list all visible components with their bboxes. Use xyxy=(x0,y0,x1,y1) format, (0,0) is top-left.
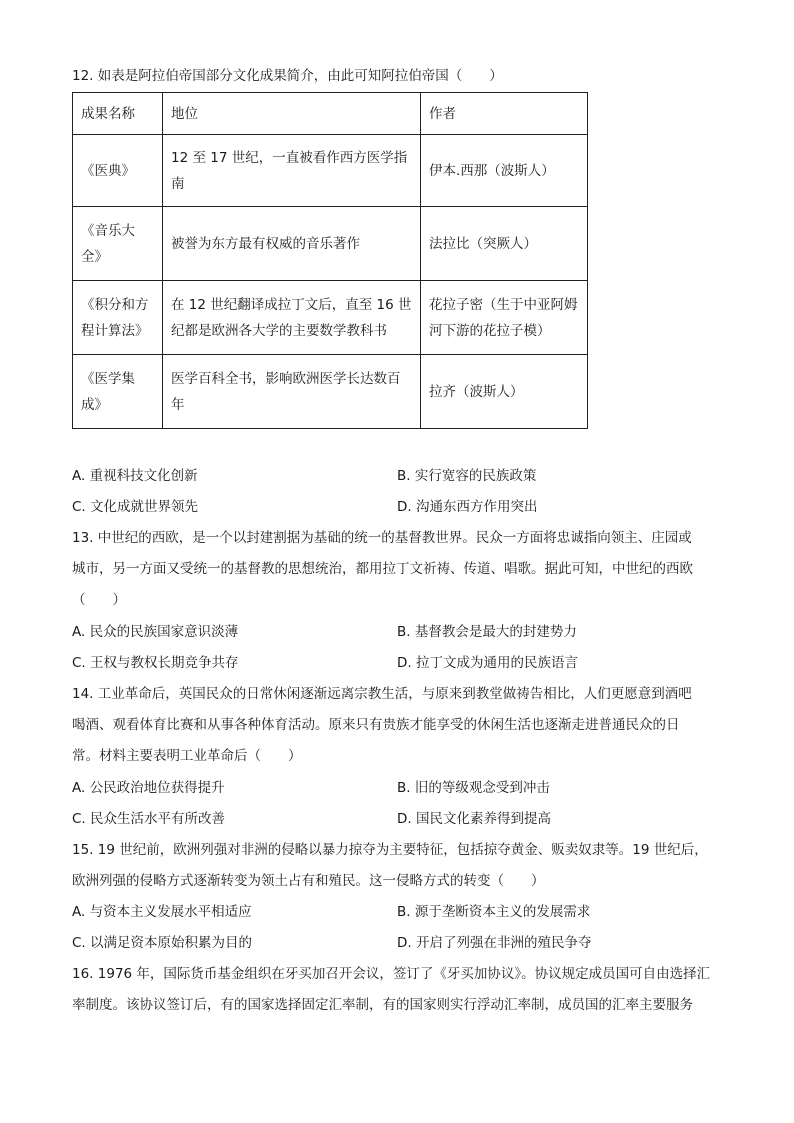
q15-option-a[interactable]: A. 与资本主义发展水平相适应 xyxy=(72,904,252,920)
table-header-author: 作者 xyxy=(421,93,588,135)
table-cell-status: 医学百科全书，影响欧洲医学长达数百年 xyxy=(163,355,421,429)
q13-option-c[interactable]: C. 王权与教权长期竞争共存 xyxy=(72,655,239,671)
table-cell-name: 《医典》 xyxy=(73,135,163,207)
q12-option-d[interactable]: D. 沟通东西方作用突出 xyxy=(397,499,538,515)
q12-option-b[interactable]: B. 实行宽容的民族政策 xyxy=(397,468,537,484)
table-cell-name: 《音乐大全》 xyxy=(73,207,163,281)
table-cell-status: 被誉为东方最有权威的音乐著作 xyxy=(163,207,421,281)
table-header-name: 成果名称 xyxy=(73,93,163,135)
table-cell-status: 在 12 世纪翻译成拉丁文后，直至 16 世纪都是欧洲各大学的主要数学教科书 xyxy=(163,281,421,355)
q13-stem-line: （ ） xyxy=(72,592,126,608)
q14-stem-line: 喝酒、观看体育比赛和从事各种体育活动。原来只有贵族才能享受的休闲生活也逐渐走进普通民众的日 xyxy=(72,717,680,733)
table-cell-author: 伊本.西那（波斯人） xyxy=(421,135,588,207)
q14-stem-line: 常。材料主要表明工业革命后（ ） xyxy=(72,748,302,764)
table-row xyxy=(73,207,588,281)
q15-option-c[interactable]: C. 以满足资本原始积累为目的 xyxy=(72,935,253,951)
q15-option-b[interactable]: B. 源于垄断资本主义的发展需求 xyxy=(397,904,591,920)
q13-stem-line: 13. 中世纪的西欧，是一个以封建割据为基础的统一的基督教世界。民众一方面将忠诚指向领主、庄园或 xyxy=(72,530,692,546)
q13-option-b[interactable]: B. 基督教会是最大的封建势力 xyxy=(397,624,577,640)
q13-option-d[interactable]: D. 拉丁文成为通用的民族语言 xyxy=(397,655,578,671)
q14-option-a[interactable]: A. 公民政治地位获得提升 xyxy=(72,780,225,796)
table-row xyxy=(73,281,588,355)
table-header-row xyxy=(73,93,588,135)
culture-achievements-table xyxy=(72,92,588,429)
q14-option-c[interactable]: C. 民众生活水平有所改善 xyxy=(72,811,226,827)
q15-stem-line: 15. 19 世纪前，欧洲列强对非洲的侵略以暴力掠夺为主要特征，包括掠夺黄金、贩卖奴隶等。19 世纪后， xyxy=(72,842,708,858)
table-header-status: 地位 xyxy=(163,93,421,135)
q13-option-a[interactable]: A. 民众的民族国家意识淡薄 xyxy=(72,624,239,640)
q15-stem-line: 欧洲列强的侵略方式逐渐转变为领土占有和殖民。这一侵略方式的转变（ ） xyxy=(72,873,545,889)
q14-option-b[interactable]: B. 旧的等级观念受到冲击 xyxy=(397,780,550,796)
q12-option-c[interactable]: C. 文化成就世界领先 xyxy=(72,499,199,515)
table-cell-name: 《积分和方程计算法》 xyxy=(73,281,163,355)
table-row xyxy=(73,135,588,207)
table-cell-author: 法拉比（突厥人） xyxy=(421,207,588,281)
q16-stem-line: 率制度。该协议签订后，有的国家选择固定汇率制，有的国家则实行浮动汇率制，成员国的汇率主要服务 xyxy=(72,997,693,1013)
q12-stem: 12. 如表是阿拉伯帝国部分文化成果简介，由此可知阿拉伯帝国（ ） xyxy=(72,68,503,84)
table-cell-status: 12 至 17 世纪，一直被看作西方医学指南 xyxy=(163,135,421,207)
q12-option-a[interactable]: A. 重视科技文化创新 xyxy=(72,468,198,484)
q15-option-d[interactable]: D. 开启了列强在非洲的殖民争夺 xyxy=(397,935,592,951)
q16-stem-line: 16. 1976 年，国际货币基金组织在牙买加召开会议，签订了《牙买加协议》。协议规定成员国可自由选择汇 xyxy=(72,966,711,982)
table-row xyxy=(73,355,588,429)
q14-option-d[interactable]: D. 国民文化素养得到提高 xyxy=(397,811,551,827)
q14-stem-line: 14. 工业革命后，英国民众的日常休闲逐渐远离宗教生活，与原来到教堂做祷告相比，人们更愿意到酒吧 xyxy=(72,686,692,702)
table-cell-author: 拉齐（波斯人） xyxy=(421,355,588,429)
q13-stem-line: 城市，另一方面又受统一的基督教的思想统治，都用拉丁文祈祷、传道、唱歌。据此可知，中世纪的西欧 xyxy=(72,561,693,577)
table-cell-author: 花拉子密（生于中亚阿姆河下游的花拉子模） xyxy=(421,281,588,355)
table-cell-name: 《医学集成》 xyxy=(73,355,163,429)
